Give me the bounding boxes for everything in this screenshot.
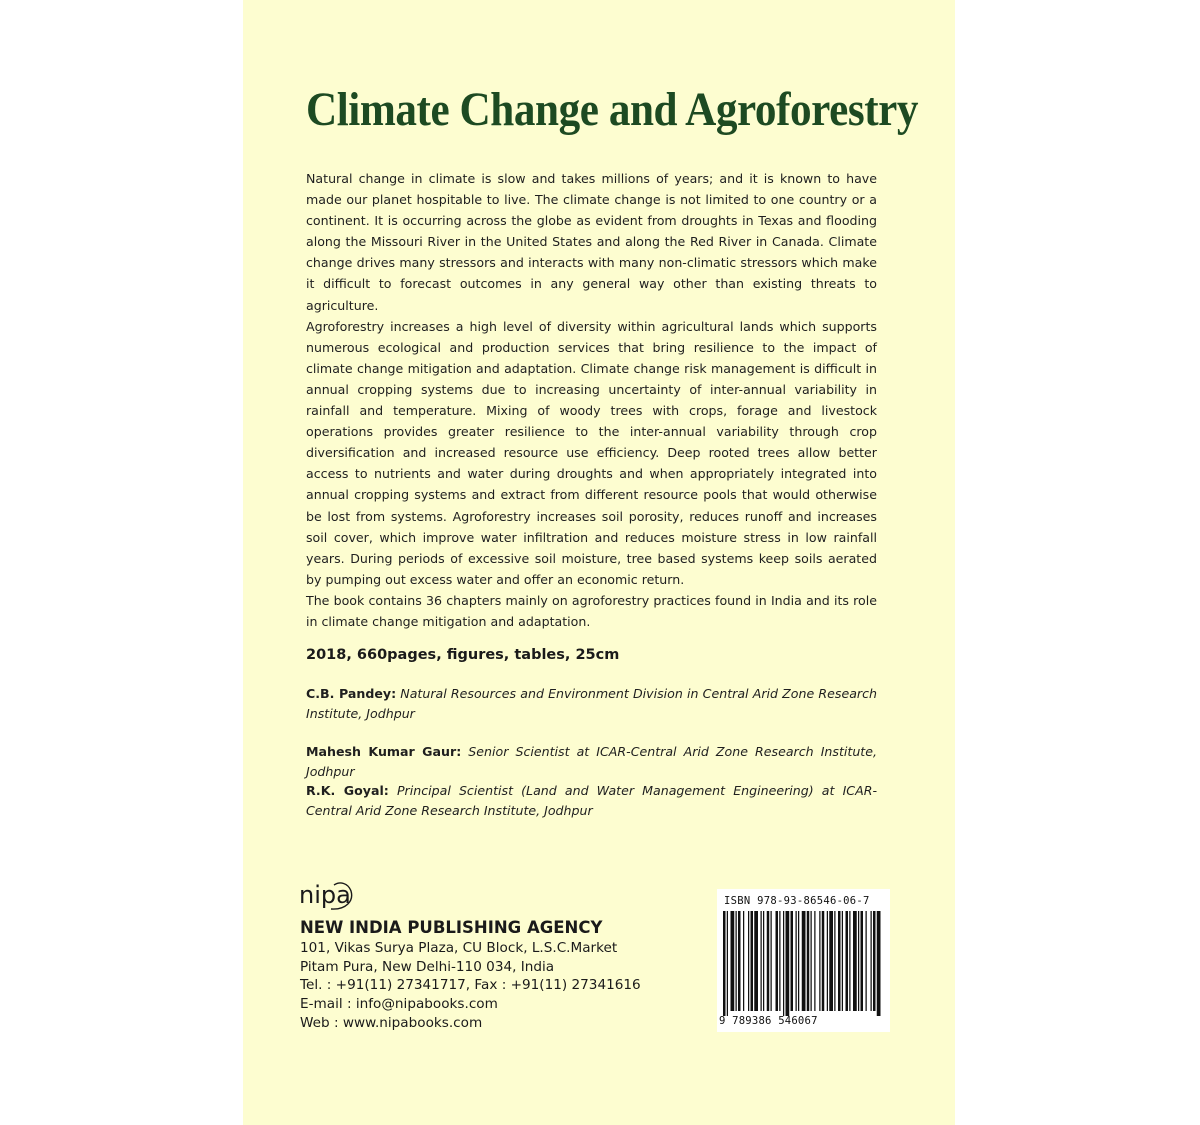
barcode-bar — [811, 911, 812, 1011]
logo-text: nipa — [299, 881, 351, 909]
barcode-bar — [858, 911, 859, 1011]
barcode-bar — [819, 911, 820, 1011]
barcode-bar — [798, 911, 799, 1011]
barcode-bar — [779, 911, 780, 1011]
barcode-bar — [776, 911, 779, 1011]
barcode-bar — [736, 911, 737, 1011]
author-affiliation: Principal Scientist (Land and Water Management Engineering) at ICAR-Central Arid Zone Research Institute, Jodhpur — [306, 783, 877, 818]
description-paragraph: Agroforestry increases a high level of diversity within agricultural lands which supports numerous ecological and production services that bring resilience to the impact of climate change mitigation and adaptation. Climate change risk management is difficult in annual cropping systems due to increasing uncertainty of inter-annual variability in rainfall and temperature. Mixing of woody trees with crops, forage and livestock operations provides greater resilience to the inter-annual variability through crop diversification and increased resource use efficiency. Deep rooted trees allow better access to nutrients and water during droughts and when appropriately integrated into annual cropping systems and extract from different resource pools that would otherwise be lost from systems. Agroforestry increases soil porosity, reduces runoff and increases soil cover, which improve water infiltration and reduces moisture stress in low rainfall years. During periods of excessive soil moisture, tree based systems keep soils aerated by pumping out excess water and offer an economic return. — [306, 318, 877, 587]
author-affiliation: Senior Scientist at ICAR-Central Arid Zone Research Institute, Jodhpur — [306, 744, 877, 779]
author-affiliation: Natural Resources and Environment Division in Central Arid Zone Research Institute, Jodhpur — [306, 686, 877, 721]
author-entry — [306, 781, 877, 821]
barcode-bar — [767, 911, 770, 1011]
barcode-bar — [849, 911, 850, 1011]
publisher-email[interactable]: E-mail : info@nipabooks.com — [300, 996, 498, 1013]
isbn-label: ISBN 978-93-86546-06-7 — [724, 895, 870, 907]
barcode-bar — [743, 911, 744, 1011]
barcode-bar — [877, 911, 881, 1016]
barcode-bar — [861, 911, 864, 1011]
publisher-name: NEW INDIA PUBLISHING AGENCY — [300, 918, 603, 937]
barcode-bar — [783, 911, 784, 1016]
barcode-bar — [846, 911, 849, 1011]
barcode-bar — [834, 911, 835, 1011]
publisher-website[interactable]: Web : www.nipabooks.com — [300, 1014, 483, 1031]
barcode-bar — [751, 911, 754, 1011]
publisher-logo — [298, 879, 354, 913]
barcode-bar — [731, 911, 735, 1011]
barcode-bar — [827, 911, 828, 1011]
barcode-bar — [754, 911, 758, 1011]
book-title: Climate Change and Agroforestry — [306, 83, 919, 136]
barcode-bar — [723, 911, 726, 1016]
author-entry — [306, 742, 877, 782]
barcode-bar — [727, 911, 728, 1016]
barcode-bar — [796, 911, 797, 1011]
publisher-info — [300, 918, 641, 1033]
ean-digits: 9 789386 546067 — [719, 1015, 818, 1027]
author-name: R.K. Goyal: — [306, 783, 389, 798]
barcode-bar — [871, 911, 872, 1011]
author-entry — [306, 684, 877, 724]
isbn-barcode — [717, 889, 890, 1032]
author-name: C.B. Pandey: — [306, 686, 397, 701]
publisher-address-line: Pitam Pura, New Delhi-110 034, India — [300, 958, 555, 975]
barcode-bar — [814, 911, 815, 1011]
barcode-bar — [873, 911, 876, 1011]
barcode-bar — [822, 911, 825, 1011]
barcode-bar — [791, 911, 794, 1011]
barcode-bar — [748, 911, 749, 1011]
barcode-bars — [723, 911, 883, 1016]
book-description — [306, 168, 877, 632]
barcode-bar — [771, 911, 772, 1011]
barcode-bar — [838, 911, 841, 1011]
barcode-bar — [761, 911, 762, 1011]
author-name: Mahesh Kumar Gaur: — [306, 744, 462, 759]
barcode-bar — [807, 911, 810, 1011]
barcode-bar — [853, 911, 857, 1011]
barcode-bar — [829, 911, 833, 1011]
book-specs: 2018, 660pages, figures, tables, 25cm — [306, 647, 620, 663]
description-paragraph: The book contains 36 chapters mainly on agroforestry practices found in India and its role in climate change mitigation and adaptation. — [306, 592, 877, 629]
barcode-bar — [786, 911, 790, 1016]
publisher-address-line: 101, Vikas Surya Plaza, CU Block, L.S.C.Market — [300, 940, 618, 956]
barcode-bar — [763, 911, 764, 1011]
description-paragraph: Natural change in climate is slow and takes millions of years; and it is known to have made our planet hospitable to live. The climate change is not limited to one country or a continent. It is occurring across the globe as evident from droughts in Texas and flooding along the Missouri River in the United States and along the Red River in Canada. Climate change drives many stressors and interacts with many non-climatic stressors which make it difficult to forecast outcomes in any general way other than existing threats to agriculture. — [306, 171, 877, 313]
barcode-bar — [802, 911, 806, 1011]
barcode-bar — [842, 911, 843, 1011]
barcode-bar — [738, 911, 741, 1011]
publisher-phone: Tel. : +91(11) 27341717, Fax : +91(11) 27341616 — [300, 977, 641, 994]
barcode-bar — [866, 911, 867, 1011]
